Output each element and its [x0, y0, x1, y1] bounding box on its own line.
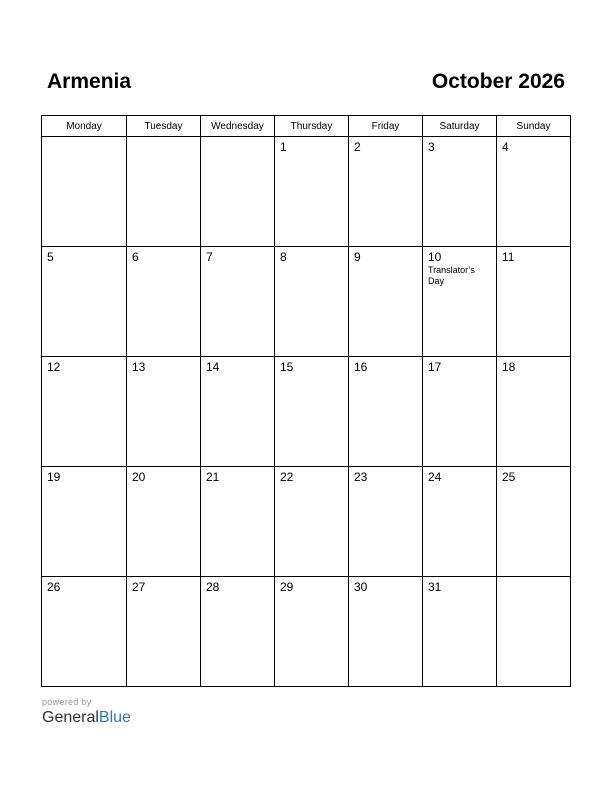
day-cell: [201, 467, 275, 577]
day-number: 12: [47, 360, 61, 374]
day-number: 10: [428, 250, 442, 264]
day-number: 17: [428, 360, 442, 374]
country-title: Armenia: [47, 70, 132, 93]
day-number: 13: [132, 360, 146, 374]
day-cell: [423, 247, 497, 357]
calendar-header: [41, 70, 571, 100]
day-cell: [497, 577, 571, 687]
day-cell: [201, 247, 275, 357]
day-cell: [42, 577, 127, 687]
day-number: 1: [280, 140, 287, 154]
week-row: [42, 577, 571, 687]
month-title: October 2026: [431, 70, 565, 93]
brand-general-text: General: [42, 709, 99, 726]
day-number: 19: [47, 470, 61, 484]
weekday-header: Saturday: [423, 116, 497, 137]
calendar-grid: [41, 115, 571, 687]
day-number: 2: [354, 140, 361, 154]
day-cell: [42, 467, 127, 577]
day-number: 14: [206, 360, 220, 374]
day-cell: [349, 247, 423, 357]
day-cell: [349, 577, 423, 687]
day-cell: [497, 467, 571, 577]
day-cell: [42, 247, 127, 357]
day-number: 16: [354, 360, 368, 374]
day-cell: [423, 467, 497, 577]
day-number: 5: [47, 250, 54, 264]
weekday-header: Tuesday: [127, 116, 201, 137]
week-row: [42, 137, 571, 247]
weekday-header: Monday: [42, 116, 127, 137]
day-number: 8: [280, 250, 287, 264]
weekday-header: Friday: [349, 116, 423, 137]
day-number: 29: [280, 580, 294, 594]
day-number: 30: [354, 580, 368, 594]
day-cell: [275, 247, 349, 357]
day-number: 22: [280, 470, 294, 484]
day-number: 20: [132, 470, 146, 484]
day-number: 26: [47, 580, 61, 594]
day-cell: [349, 357, 423, 467]
day-cell: [201, 137, 275, 247]
day-cell: [201, 577, 275, 687]
holiday-label: Translator’s Day: [428, 265, 475, 286]
generalblue-logo: [42, 708, 131, 728]
day-cell: [497, 137, 571, 247]
day-number: 9: [354, 250, 361, 264]
day-number: 15: [280, 360, 294, 374]
weekday-header: Thursday: [275, 116, 349, 137]
day-number: 25: [502, 470, 516, 484]
day-number: 28: [206, 580, 220, 594]
day-cell: [275, 137, 349, 247]
day-cell: [423, 577, 497, 687]
brand-blue-text: Blue: [98, 709, 131, 726]
day-number: 18: [502, 360, 516, 374]
day-cell: [42, 137, 127, 247]
powered-by-label: powered by: [42, 697, 92, 707]
day-cell: [127, 247, 201, 357]
day-number: 23: [354, 470, 368, 484]
day-cell: [42, 357, 127, 467]
day-number: 6: [132, 250, 139, 264]
week-row: [42, 247, 571, 357]
week-row: [42, 357, 571, 467]
day-cell: [201, 357, 275, 467]
day-number: 11: [502, 250, 515, 264]
day-number: 21: [206, 470, 220, 484]
calendar-body: [42, 137, 571, 687]
weekday-header-row: [42, 116, 571, 137]
day-cell: [497, 357, 571, 467]
day-cell: [275, 577, 349, 687]
day-cell: [349, 137, 423, 247]
day-cell: [127, 137, 201, 247]
day-cell: [497, 247, 571, 357]
day-cell: [127, 357, 201, 467]
day-number: 7: [206, 250, 213, 264]
weekday-header: Sunday: [497, 116, 571, 137]
day-number: 3: [428, 140, 435, 154]
day-number: 27: [132, 580, 146, 594]
footer-branding: [42, 697, 131, 728]
day-number: 24: [428, 470, 442, 484]
week-row: [42, 467, 571, 577]
day-cell: [127, 577, 201, 687]
day-number: 4: [502, 140, 509, 154]
day-cell: [349, 467, 423, 577]
day-cell: [423, 137, 497, 247]
day-cell: [275, 357, 349, 467]
day-cell: [127, 467, 201, 577]
weekday-header: Wednesday: [201, 116, 275, 137]
day-cell: [275, 467, 349, 577]
day-cell: [423, 357, 497, 467]
day-number: 31: [428, 580, 442, 594]
